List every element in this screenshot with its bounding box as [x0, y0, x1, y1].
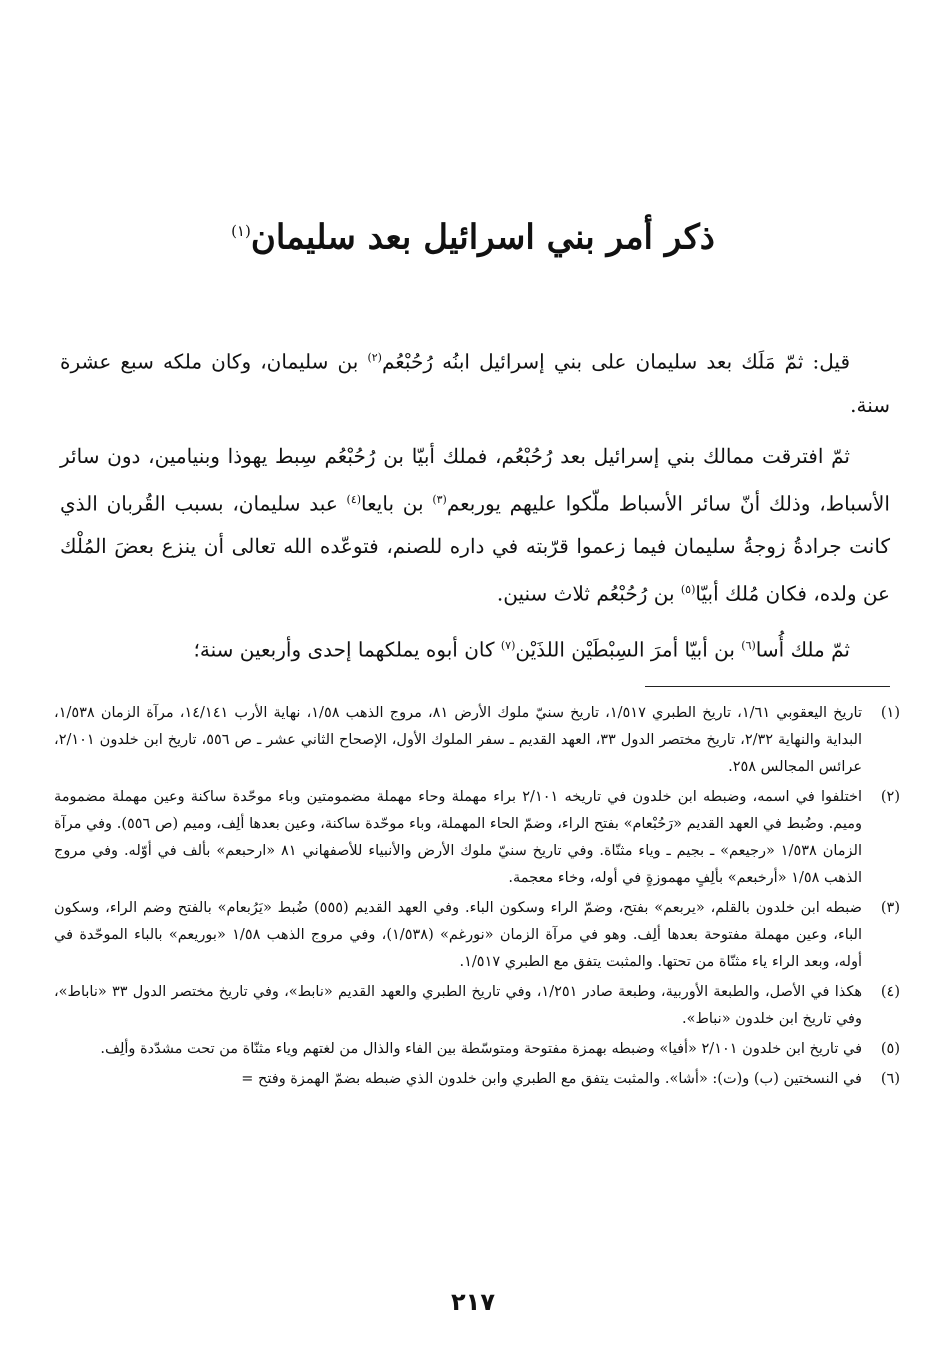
paragraph-1-part-b: بن سليمان، وكان ملكه سبع عشرة سنة.: [60, 349, 890, 417]
paragraph-3-part-b: بن أبيّا أمرَ السِبْطَيْن اللذَيْن: [515, 637, 742, 662]
footnote-text: في تاريخ ابن خلدون ٢/١٠١ «أفيا» وضبطه بهمزة مفتوحة ومتوسّطة بين الفاء والذال من لغتهم وياء مثنّاة من تحت مشدّدة وألِف.: [100, 1041, 862, 1057]
footnote-ref-7: (٧): [500, 638, 516, 652]
footnote: [54, 979, 900, 1033]
footnote-ref-1: (١): [231, 221, 251, 240]
footnote-separator: [645, 686, 890, 687]
footnote-ref-6: (٦): [741, 638, 756, 652]
footnote-text: في النسختين (ب) و(ت): «أشا». والمثبت يتفق مع الطبري وابن خلدون الذي ضبطه بضمّ الهمزة وفتح =: [241, 1071, 862, 1087]
page-number: ٢١٧: [451, 1288, 495, 1316]
footnote-number: (٣): [880, 900, 900, 916]
paragraph-2-part-b: بن بايعا: [361, 491, 433, 516]
footnote-number: (٦): [880, 1071, 900, 1087]
footnote: [54, 700, 900, 781]
footnotes: [54, 700, 900, 1096]
footnote-number: (٢): [880, 789, 900, 805]
footnote-number: (٤): [880, 984, 900, 1000]
paragraph-2: [60, 435, 890, 616]
footnote: [54, 1066, 900, 1093]
body-text: [60, 336, 890, 680]
footnote-number: (١): [880, 705, 900, 721]
paragraph-1-part-a: قيل: ثمّ مَلَك بعد سليمان على بني إسرائيل ابنُه رُحُبْعُم: [381, 349, 851, 374]
paragraph-2-part-c: عبد سليمان، بسبب القُربان الذي كانت جرادةُ زوجةُ سليمان فيما زعموا قرّبته في داره للصنم، فتوعّده الله تعالى أن ينزع بعضَ المُلْك عن ولده، فكان مُلك أبيّا: [60, 491, 890, 606]
paragraph-3: [60, 624, 890, 672]
footnote: [54, 1036, 900, 1063]
paragraph-2-part-d: بن رُحُبْعُم ثلاث سنين.: [496, 581, 681, 606]
footnote-ref-2: (٢): [367, 351, 382, 364]
footnote-text: هكذا في الأصل، والطبعة الأوربية، وطبعة صادر ١/٢٥١، وفي تاريخ الطبري والعهد القديم «نابط»، وفي تاريخ مختصر الدول ٣٣ «ناباط»، وفي تاريخ ابن خلدون «نباط».: [54, 984, 862, 1027]
footnote-text: اختلفوا في اسمه، وضبطه ابن خلدون في تاريخه ٢/١٠١ براء مهملة وحاء مهملة مضمومتين وباء موحّدة ساكنة وعين مهملة مضمومة وميم. وضُبط في العهد القديم «رَحُبْعام» بفتح الراء، وضمّ الحاء المهملة، وباء موحّدة ساكنة، وعين بعدها ألِف، وميم (ص ٥٥٦). وفي مرآة الزمان ١/٥٣٨ «رجيعم» ـ بجيم ـ وياء مثنّاة. وفي تاريخ سنيّ ملوك الأرض والأنبياء للأصفهاني ٨١ «ارحبعم» بألف في أوّله. وفي مروج الذهب ١/٥٨ «أرخبعم» بألِفٍ مهموزةٍ في أوله، وخاء معجمة.: [54, 789, 863, 886]
footnote-text: تاريخ اليعقوبي ١/٦١، تاريخ الطبري ١/٥١٧، تاريخ سنيّ ملوك الأرض ٨١، مروج الذهب ١/٥٨، نهاية الأرب ١٤/١٤١، مرآة الزمان ١/٥٣٨، البداية والنهاية ٢/٣٢، تاريخ مختصر الدول ٣٣، العهد القديم ـ سفر الملوك الأول، الإصحاح الثاني عشر ـ ص ٥٥٦، تاريخ ابن خلدون ٢/١٠١، عرائس المجالس ٢٥٨.: [54, 705, 862, 775]
footnote-text: ضبطه ابن خلدون بالقلم، «يربعم» بفتح، وضمّ الراء وسكون الباء. وفي العهد القديم (٥٥٥) ضُبط «يَرُبعام» بالفتح وضم الراء، وسكون الباء، وعين مهملة مفتوحة بعدها ألِف. وهو في مرآة الزمان «نورغم» (١/٥٣٨)، وفي مروج الذهب ١/٥٨ «بوريعم» بالباء الموحّدة في أوله، وبعد الراء ياء مثنّاة من تحتها. والمثبت يتفق مع الطبري ١/٥١٧.: [54, 900, 862, 970]
paragraph-1: [60, 336, 890, 427]
footnote: [54, 895, 900, 976]
paragraph-3-part-c: كان أبوه يملكهما إحدى وأربعين سنة؛: [193, 637, 501, 662]
footnote-number: (٥): [880, 1041, 900, 1057]
footnote-ref-5: (٥): [680, 583, 696, 597]
footnote-ref-3: (٣): [432, 492, 447, 506]
chapter-title: [0, 205, 946, 263]
footnote-ref-4: (٤): [346, 492, 362, 506]
chapter-title-text: ذكر أمر بني اسرائيل بعد سليمان: [250, 217, 715, 258]
paragraph-3-part-a: ثمّ ملك أُسا: [755, 637, 850, 662]
paragraph-2-part-a: ثمّ افترقت ممالك بني إسرائيل بعد رُحُبْعُم، فملك أبيّا بن رُحُبْعُم سِبط يهوذا وبنيامين، دون سائر الأسباط، وذلك أنّ سائر الأسباط ملّكوا عليهم يوربعم: [60, 443, 890, 516]
footnote: [54, 784, 900, 892]
